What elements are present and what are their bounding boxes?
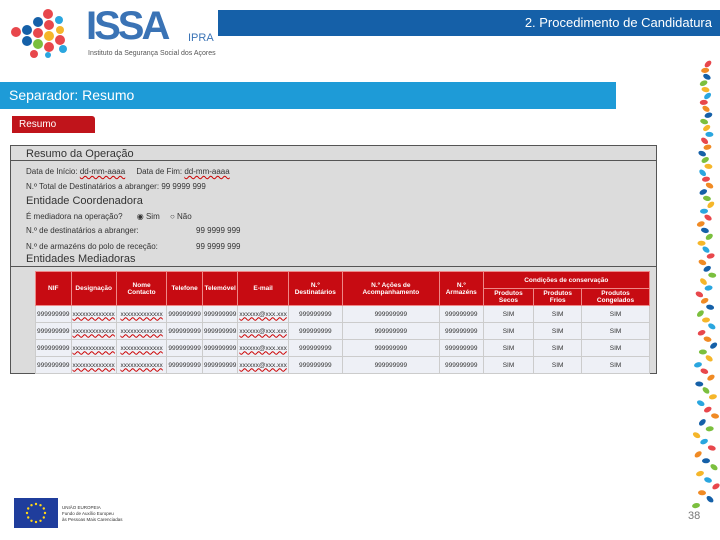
logo-subtitle: Instituto da Segurança Social dos Açores	[88, 50, 216, 57]
mediators-title: Entidades Mediadoras	[26, 253, 136, 265]
decor-dot	[699, 79, 708, 87]
table-cell: 999999999	[36, 323, 72, 340]
table-cell: 999999999	[439, 357, 483, 374]
col-header: N.º Armazéns	[439, 272, 483, 306]
radio-no[interactable]: ○ Não	[169, 212, 192, 221]
decor-dot	[704, 163, 713, 169]
col-header: Telefone	[167, 272, 203, 306]
col-header: NIF	[36, 272, 72, 306]
table-cell: 999999999	[202, 323, 238, 340]
eu-flag-icon	[14, 498, 58, 528]
decor-dot	[701, 104, 710, 113]
table-cell: xxxxxxxxxxxxx	[116, 323, 167, 340]
decor-dot	[702, 458, 710, 463]
issa-logo-icon	[8, 8, 70, 58]
header-title: 2. Procedimento de Candidatura	[524, 15, 712, 30]
mediator-question: É mediadora na operação?	[26, 212, 123, 221]
table-cell: 999999999	[288, 306, 342, 323]
radio-yes[interactable]: ◉ Sim	[136, 212, 160, 221]
decor-dot	[692, 502, 701, 509]
table-cell: xxxxxx@xxx.xxx	[238, 340, 288, 357]
decor-dot	[703, 144, 712, 151]
table-cell: 999999999	[202, 306, 238, 323]
tab-label: Resumo	[19, 119, 57, 130]
decor-dot	[700, 100, 708, 105]
decor-dot	[700, 297, 709, 305]
table-cell: SIM	[483, 306, 534, 323]
table-cell: 999999999	[439, 306, 483, 323]
decor-dot	[695, 381, 703, 387]
decor-dot	[703, 265, 712, 273]
decor-dot	[700, 227, 709, 234]
table-cell: xxxxxxxxxxxxx	[71, 340, 116, 357]
decor-dot	[711, 413, 720, 419]
col-header: Nome Contacto	[116, 272, 167, 306]
decor-dot	[709, 463, 718, 472]
eu-line: UNIÃO EUROPEIA	[62, 505, 101, 510]
table-row	[36, 323, 650, 340]
decor-dot	[699, 277, 708, 286]
table-cell: xxxxxxxxxxxxx	[71, 306, 116, 323]
col-header: N.º Ações de Acompanhamento	[342, 272, 439, 306]
decor-dot	[702, 124, 711, 133]
decor-dot	[696, 399, 705, 407]
col-header: E-mail	[238, 272, 288, 306]
logo-text: ISSA	[86, 4, 168, 48]
table-cell: xxxxxx@xxx.xxx	[238, 306, 288, 323]
arm-value: 99 9999 999	[196, 242, 241, 251]
table-cell: 999999999	[342, 323, 439, 340]
page-number: 38	[688, 510, 701, 522]
table-cell: SIM	[483, 357, 534, 374]
decor-dot	[693, 450, 702, 459]
sub-header: Produtos Congelados	[582, 289, 650, 306]
decor-dot	[697, 241, 705, 246]
sub-header: Produtos Frios	[534, 289, 582, 306]
decor-dot	[704, 354, 713, 363]
table-cell: 999999999	[167, 323, 203, 340]
dest-value: 99 9999 999	[196, 226, 241, 235]
table-cell: SIM	[582, 306, 650, 323]
decor-dot	[697, 329, 706, 337]
table-row	[36, 306, 650, 323]
eu-fund-text	[62, 505, 123, 523]
decor-dot	[702, 317, 710, 323]
decor-dot	[701, 386, 710, 395]
eu-line: às Pessoas Mais Carenciadas	[62, 517, 123, 522]
table-cell: xxxxxxxxxxxxx	[116, 357, 167, 374]
decor-dot	[695, 290, 704, 298]
decor-dot	[704, 285, 713, 291]
decor-dot	[709, 394, 718, 400]
decor-dot	[698, 150, 707, 158]
decor-dot	[709, 341, 718, 350]
dest-label: N.º de destinatários a abranger:	[26, 226, 139, 235]
table-cell: xxxxxx@xxx.xxx	[238, 357, 288, 374]
table-cell: xxxxxxxxxxxxx	[71, 323, 116, 340]
separator-bar	[0, 82, 616, 109]
decor-dot	[699, 188, 708, 196]
decor-dot	[700, 367, 709, 375]
decor-dot	[698, 490, 706, 496]
tab-resumo[interactable]	[12, 116, 95, 133]
total-label: N.º Total de Destinatários a abranger:	[26, 182, 160, 191]
decor-dot	[699, 350, 707, 355]
decor-dot	[703, 336, 712, 343]
decor-dot	[695, 470, 704, 477]
table-cell: SIM	[582, 323, 650, 340]
decor-dot	[701, 245, 710, 254]
logo-suffix: IPRA	[188, 32, 214, 44]
decor-dot	[703, 60, 712, 69]
table-cell: 999999999	[167, 340, 203, 357]
end-date-field[interactable]: dd-mm-aaaa	[184, 167, 230, 176]
summary-panel	[10, 145, 657, 374]
table-row	[36, 357, 650, 374]
decor-dot	[698, 259, 707, 267]
table-cell: xxxxxx@xxx.xxx	[238, 323, 288, 340]
table-cell: xxxxxxxxxxxxx	[71, 357, 116, 374]
table-cell: 999999999	[167, 357, 203, 374]
decor-dot	[704, 112, 713, 119]
table-cell: SIM	[534, 340, 582, 357]
sub-header: Produtos Secos	[483, 289, 534, 306]
decor-dot	[706, 200, 715, 209]
decor-dot	[703, 213, 712, 222]
decor-dot	[705, 495, 714, 504]
table-cell: xxxxxxxxxxxxx	[116, 340, 167, 357]
decor-dot	[699, 438, 708, 446]
separator-label: Separador: Resumo	[9, 87, 135, 103]
decor-dot	[692, 431, 701, 439]
table-cell: 999999999	[202, 340, 238, 357]
decor-dot	[700, 118, 709, 125]
table-cell: SIM	[483, 340, 534, 357]
table-cell: SIM	[582, 357, 650, 374]
decor-dot	[702, 176, 711, 182]
radio-yes-label: Sim	[145, 212, 160, 221]
operation-title: Resumo da Operação	[26, 148, 134, 160]
table-cell: 999999999	[342, 340, 439, 357]
table-cell: 999999999	[439, 340, 483, 357]
table-cell: 999999999	[288, 357, 342, 374]
table-cell: 999999999	[342, 357, 439, 374]
decor-dot	[703, 92, 712, 101]
decor-dot	[706, 253, 715, 260]
decor-dot	[701, 156, 710, 164]
decor-dot	[705, 232, 714, 241]
coord-title: Entidade Coordenadora	[26, 195, 143, 207]
col-header: Designação	[71, 272, 116, 306]
table-cell: SIM	[534, 323, 582, 340]
arm-label: N.º de armazéns do polo de receção:	[26, 242, 158, 251]
header-bar	[218, 10, 720, 36]
table-cell: 999999999	[342, 306, 439, 323]
table-cell: 999999999	[439, 323, 483, 340]
decor-dot	[700, 208, 708, 214]
col-header: Telemóvel	[202, 272, 238, 306]
decor-dot	[696, 220, 705, 227]
decor-dot	[703, 476, 712, 483]
decor-dot	[703, 406, 712, 414]
total-value: 99 9999 999	[161, 182, 206, 191]
end-label: Data de Fim:	[136, 167, 183, 176]
table-cell: SIM	[534, 306, 582, 323]
decor-dot	[708, 272, 716, 278]
start-date-field[interactable]: dd-mm-aaaa	[79, 167, 126, 176]
decorative-dots-icon	[676, 60, 720, 510]
eu-line: Fundo de Auxílio Europeu	[62, 511, 114, 516]
decor-dot	[698, 168, 707, 177]
decor-dot	[696, 309, 705, 318]
decor-dot	[700, 136, 709, 145]
mediators-table	[35, 271, 650, 374]
table-cell: 999999999	[202, 357, 238, 374]
table-cell: SIM	[534, 357, 582, 374]
decor-dot	[706, 373, 715, 381]
table-cell: xxxxxxxxxxxxx	[116, 306, 167, 323]
decor-dot	[705, 426, 713, 432]
decor-dot	[701, 67, 710, 73]
decor-dot	[702, 73, 711, 81]
decor-dot	[705, 132, 713, 137]
col-header: N.º Destinatários	[288, 272, 342, 306]
decor-dot	[705, 182, 714, 190]
table-cell: SIM	[582, 340, 650, 357]
decor-dot	[693, 361, 702, 368]
table-cell: 999999999	[288, 323, 342, 340]
start-label: Data de Início:	[26, 167, 78, 176]
radio-no-label: Não	[177, 212, 192, 221]
decor-dot	[706, 304, 715, 310]
decor-dot	[707, 445, 716, 452]
table-cell: 999999999	[36, 340, 72, 357]
group-header: Condições de conservação	[483, 272, 649, 289]
decor-dot	[701, 86, 710, 93]
table-cell: SIM	[483, 323, 534, 340]
decor-dot	[711, 482, 720, 491]
table-cell: 999999999	[36, 306, 72, 323]
decor-dot	[703, 195, 712, 202]
table-cell: 999999999	[36, 357, 72, 374]
decor-dot	[698, 418, 707, 427]
table-cell: 999999999	[167, 306, 203, 323]
table-row	[36, 340, 650, 357]
decor-dot	[707, 322, 716, 330]
table-cell: 999999999	[288, 340, 342, 357]
